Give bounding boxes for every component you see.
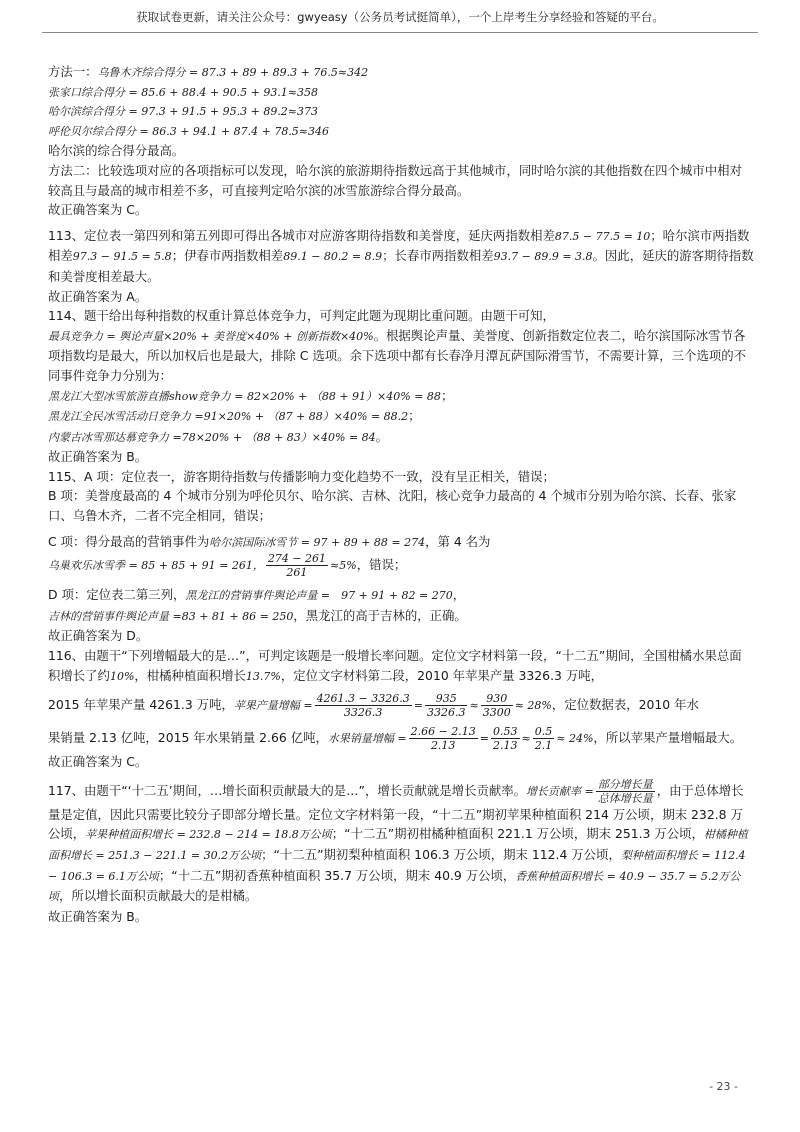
q116-fruit-label: 水果销量增幅 = bbox=[327, 732, 407, 746]
q114-punct-3: 。 bbox=[375, 428, 389, 444]
q116-apple-equals: = bbox=[413, 699, 423, 713]
answer-112: 故正确答案为 C。 bbox=[48, 202, 148, 218]
answer-113: 故正确答案为 A。 bbox=[48, 288, 148, 304]
q116-apple-frac-2 bbox=[425, 692, 468, 719]
q116-text-4: 2015 年苹果产量 4261.3 万吨， bbox=[48, 697, 234, 713]
q116-fruit-frac-1 bbox=[409, 725, 478, 752]
method-one-conclusion: 哈尔滨的综合得分最高。 bbox=[48, 143, 185, 159]
question-116-paragraph-2 bbox=[48, 692, 754, 719]
q117-formula-apple: 苹果种植面积增长 = 232.8 − 214 = 18.8万公顷 bbox=[85, 828, 332, 842]
question-116-paragraph-3 bbox=[48, 725, 754, 752]
q115-c-result: ≈5% bbox=[330, 559, 357, 573]
q116-text-5: ，定位数据表，2010 年水 bbox=[551, 697, 699, 713]
q115-option-d-line-1 bbox=[48, 585, 754, 606]
answer-115: 故正确答案为 D。 bbox=[48, 628, 149, 644]
question-113-paragraph bbox=[48, 226, 754, 287]
formula-harbin: 哈尔滨综合得分 = 97.3 + 91.5 + 95.3 + 89.2≈373 bbox=[48, 105, 319, 119]
question-117-paragraph bbox=[48, 778, 754, 907]
q115-option-b: B 项：美誉度最高的 4 个城市分别为呼伦贝尔、哈尔滨、吉林、沈阳，核心竞争力最高的 4 个城市分别为哈尔滨、长春、张家口、乌鲁木齐，二者不完全相同，错误； bbox=[48, 488, 737, 524]
q115-c-formula-wuchao: 乌巢欢乐冰雪季 = 85 + 85 + 91 = 261， bbox=[48, 559, 264, 573]
question-114-paragraph bbox=[48, 326, 754, 386]
page-header: 获取试卷更新，请关注公众号：gwyeasy（公务员考试挺简单），一个上岸考生分享经验和答疑的平台。 bbox=[136, 10, 664, 24]
formula-hulunbuir: 呼伦贝尔综合得分 = 86.3 + 94.1 + 87.4 + 78.5≈346 bbox=[48, 124, 330, 138]
formula-urumqi: 乌鲁木齐综合得分 = 87.3 + 89 + 89.3 + 76.5≈342 bbox=[97, 66, 369, 79]
q113-text-5: 。因此，延庆的游客期待指数和美誉度相差最大。 bbox=[48, 248, 754, 284]
q113-formula-yanqing: 87.5 − 77.5 = 10 bbox=[554, 229, 651, 243]
q115-c-formula-harbin: 哈尔滨国际冰雪节 = 97 + 89 + 88 = 274 bbox=[209, 535, 426, 549]
q115-option-a: 115、A 项：定位表一，游客期待指数与传播影响力变化趋势不一致，没有呈正相关，错误； bbox=[48, 468, 555, 484]
q116-fruit-frac-1-den: 2.13 bbox=[430, 739, 456, 753]
q115-c-text-2: ，第 4 名为 bbox=[425, 533, 491, 549]
q114-formula-activity-day: 黑龙江全民冰雪活动日竞争力 =91×20% + （87 + 88）×40% = 88.2 bbox=[48, 410, 409, 424]
q116-fruit-frac-2-den: 2.13 bbox=[493, 739, 518, 753]
q115-d-formula-heilongjiang: 黑龙江的营销事件舆论声量 = 97 + 91 + 82 = 270 bbox=[185, 589, 453, 603]
q113-text-4: ；长春市两指数相差 bbox=[382, 248, 494, 264]
q114-line-naadam bbox=[48, 427, 754, 448]
q115-d-text-3: ，黑龙江的高于吉林的，正确。 bbox=[293, 607, 467, 623]
header-divider bbox=[42, 32, 758, 33]
q116-apple-frac-3-den: 3300 bbox=[482, 706, 511, 720]
q114-punct-1: ； bbox=[440, 387, 454, 403]
q117-text-6: ，所以增长面积贡献最大的是柑橘。 bbox=[59, 888, 258, 904]
q116-apple-frac-3 bbox=[481, 692, 513, 719]
q116-apple-frac-1 bbox=[315, 692, 412, 719]
q115-d-text-1: D 项：定位表二第三列， bbox=[48, 587, 186, 603]
q115-option-d-line-2 bbox=[48, 606, 754, 627]
q115-c-frac-numerator: 274 − 261 bbox=[267, 552, 327, 566]
q116-formula-citrus-growth: 13.7% bbox=[245, 669, 281, 683]
q114-formula-live-show: 黑龙江大型冰雪旅游直播show竞争力 = 82×20% + （88 + 91）×40% = 88 bbox=[48, 389, 441, 403]
q116-fruit-frac-3-den: 2.1 bbox=[534, 739, 553, 753]
q117-formula-citrus: 柑橘种植面积增长 = 251.3 − 221.1 = 30.2万公顷 bbox=[48, 828, 748, 862]
q115-c-frac-denominator: 261 bbox=[286, 566, 308, 580]
method-one-label: 方法一： bbox=[48, 64, 98, 79]
q115-c-text-1: C 项：得分最高的营销事件为 bbox=[48, 533, 210, 549]
q117-contribution-fraction bbox=[596, 778, 655, 805]
q115-option-c-line-2 bbox=[48, 552, 754, 579]
q114-punct-2: ； bbox=[408, 408, 421, 424]
q117-text-4: ；“十二五”期初梨种植面积 106.3 万公顷，期末 112.4 万公顷， bbox=[261, 847, 621, 862]
q116-text-6: 果销量 2.13 亿吨，2015 年水果销量 2.66 亿吨， bbox=[48, 730, 328, 746]
answer-114: 故正确答案为 B。 bbox=[48, 449, 148, 465]
method-one-line bbox=[48, 62, 754, 83]
q117-formula-pear: 梨种植面积增长 = 112.4 − 106.3 = 6.1万公顷 bbox=[48, 849, 746, 883]
q114-formula-naadam: 内蒙古冰雪那达慕竞争力 =78×20% + （88 + 83）×40% = 84 bbox=[48, 430, 376, 444]
q116-text-3: ，定位文字材料第二段，2010 年苹果产量 3326.3 万吨， bbox=[280, 667, 604, 683]
q117-text-3: ；“十二五”期初柑橘种植面积 221.1 万公顷，期末 251.3 万公顷， bbox=[331, 826, 704, 842]
q116-text-2: ，柑橘种植面积增长 bbox=[134, 667, 246, 683]
q114-text: 。根据舆论声量、美誉度、创新指数定位表二，哈尔滨国际冰雪节各项指数均是最大，所以加权后也是最大，排除 C 选项。余下选项中都有长春净月潭瓦萨国际滑雪节，不需要计算，三个选项的不同事件竞争力分别为： bbox=[48, 327, 747, 383]
q114-formula-competitiveness: 最具竞争力 = 舆论声量×20% + 美誉度×40% + 创新指数×40% bbox=[48, 329, 374, 343]
q115-c-fraction bbox=[266, 552, 328, 579]
q115-c-text-3: ，错误； bbox=[356, 557, 407, 573]
answer-116: 故正确答案为 C。 bbox=[48, 754, 148, 770]
q116-text-7: ，所以苹果产量增幅最大。 bbox=[593, 730, 743, 746]
q113-text-3: ；伊春市两指数相差 bbox=[171, 248, 284, 264]
page-content bbox=[48, 62, 754, 926]
q116-fruit-frac-1-num: 2.66 − 2.13 bbox=[410, 725, 476, 739]
q113-formula-changchun: 93.7 − 89.9 = 3.8 bbox=[493, 250, 593, 264]
question-116-paragraph-1 bbox=[48, 646, 754, 686]
q117-text-5: ；“十二五”期初香蕉种植面积 35.7 万公顷，期末 40.9 万公顷， bbox=[158, 867, 516, 883]
page-number: - 23 - bbox=[709, 1080, 738, 1093]
q116-fruit-frac-2-num: 0.53 bbox=[493, 725, 518, 739]
q117-frac-denominator: 总体增长量 bbox=[597, 791, 653, 805]
q117-formula-banana: 香蕉种植面积增长 = 40.9 − 35.7 = 5.2万公顷 bbox=[48, 869, 741, 904]
q115-d-text-2: ， bbox=[452, 587, 466, 603]
q116-apple-frac-3-num: 930 bbox=[481, 692, 513, 706]
q116-fruit-frac-2 bbox=[491, 725, 520, 752]
q116-fruit-equals: = bbox=[479, 732, 490, 746]
q116-apple-frac-2-num: 935 bbox=[425, 692, 468, 706]
q116-fruit-frac-3 bbox=[533, 725, 555, 752]
q116-apple-result: ≈ 28% bbox=[514, 699, 552, 713]
method-two-paragraph: 方法二：比较选项对应的各项指标可以发现，哈尔滨的旅游期待指数远高于其他城市，同时哈尔滨的其他指数在四个城市中相对较高且与最高的城市相差不多，可直接判定哈尔滨的冰雪旅游综合得分最高。 bbox=[48, 162, 742, 198]
q116-apple-label: 苹果产量增幅 = bbox=[233, 699, 313, 713]
q113-formula-harbin: 97.3 − 91.5 = 5.8 bbox=[72, 250, 172, 264]
q116-formula-total-growth: 10% bbox=[109, 669, 135, 683]
q115-option-c-line-1 bbox=[48, 532, 754, 553]
q113-text-2: ；哈尔滨市两指数相差 bbox=[48, 227, 750, 264]
formula-zhangjiakou: 张家口综合得分 = 85.6 + 88.4 + 90.5 + 93.1≈358 bbox=[48, 85, 319, 99]
q116-fruit-frac-3-num: 0.5 bbox=[534, 725, 553, 739]
q114-line-live-show bbox=[48, 386, 754, 407]
q117-text-1: 117、由题干“‘十二五’期间，…增长面积贡献最大的是…”，增长贡献就是增长贡献率。 bbox=[48, 782, 527, 798]
q117-frac-numerator: 部分增长量 bbox=[597, 777, 653, 791]
q117-text-2: ，由于总体增长量是定值，因此只需要比较分子即部分增长量。定位文字材料第一段，“十二五”期初苹果种植面积 214 万公顷，期末 232.8 万公顷， bbox=[48, 782, 744, 842]
q113-formula-yichun: 89.1 − 80.2 = 8.9 bbox=[283, 250, 383, 264]
q117-contribution-label: 增长贡献率 = bbox=[526, 784, 594, 798]
q116-apple-frac-2-den: 3326.3 bbox=[426, 706, 466, 720]
q116-apple-frac-1-num: 4261.3 − 3326.3 bbox=[316, 692, 410, 706]
q115-d-formula-jilin: 吉林的营销事件舆论声量 =83 + 81 + 86 = 250 bbox=[48, 609, 294, 623]
q116-apple-frac-1-den: 3326.3 bbox=[343, 706, 383, 720]
q113-text-1: 113、定位表一第四列和第五列即可得出各城市对应游客期待指数和美誉度，延庆两指数相差 bbox=[48, 227, 555, 243]
q116-fruit-approx: ≈ bbox=[521, 732, 531, 746]
q116-fruit-result: ≈ 24% bbox=[556, 732, 594, 746]
q116-text-1: 116、由题干“下列增幅最大的是…”，可判定该题是一般增长率问题。定位文字材料第一段，“十二五”期间，全国柑橘水果总面积增长了约 bbox=[48, 648, 742, 683]
answer-117: 故正确答案为 B。 bbox=[48, 908, 148, 924]
q114-line-activity-day bbox=[48, 406, 754, 427]
question-114-intro: 114、题干给出每种指数的权重计算总体竞争力，可判定此题为现期比重问题。由题干可知， bbox=[48, 308, 555, 324]
q116-apple-approx: ≈ bbox=[469, 699, 479, 713]
